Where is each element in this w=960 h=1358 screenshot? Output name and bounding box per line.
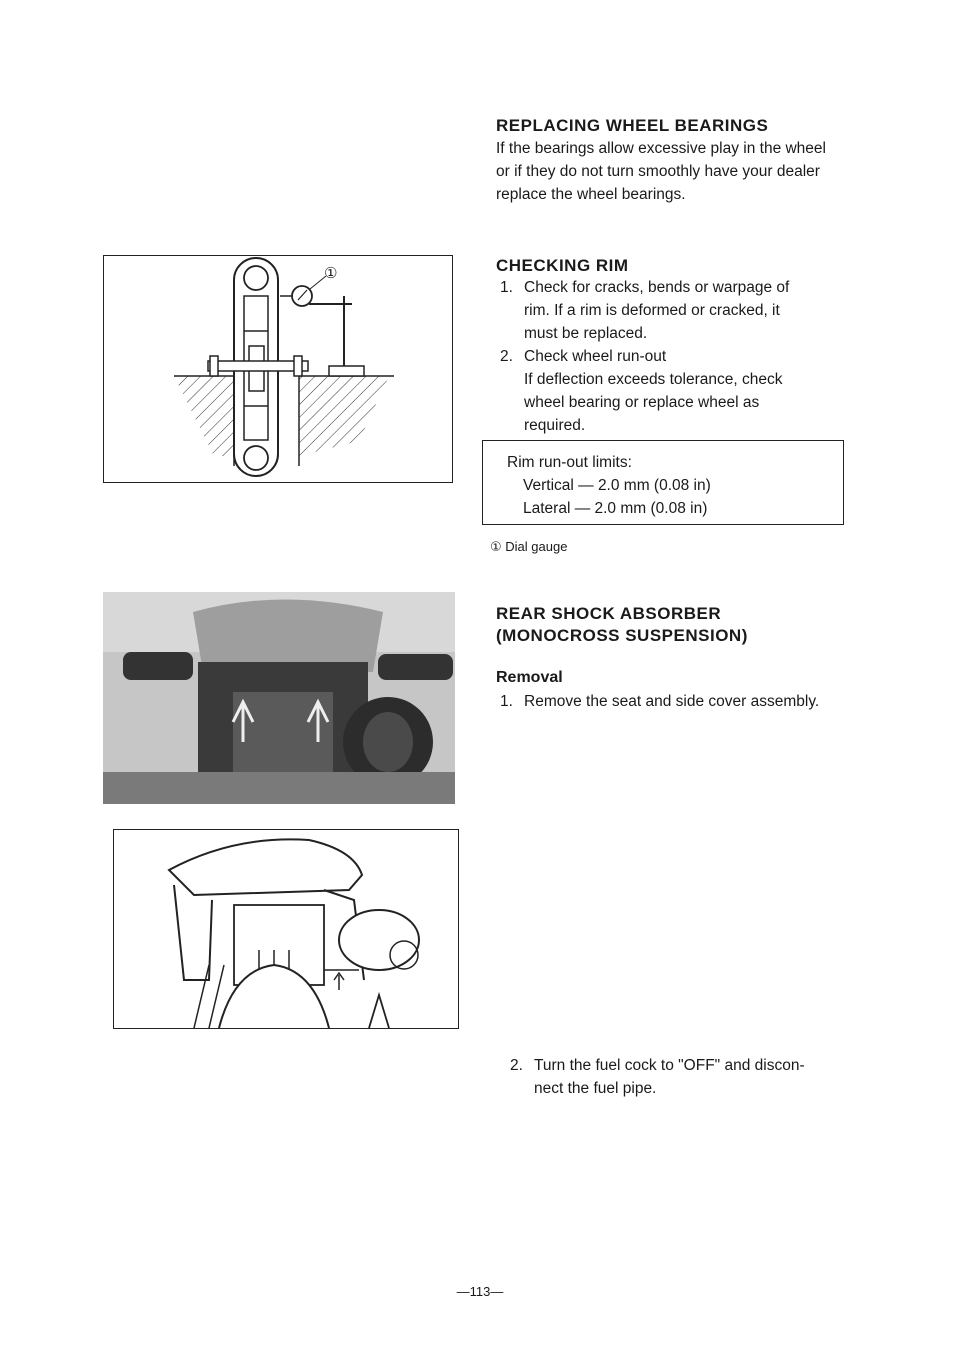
body-line: or if they do not turn smoothly have your dealer: [496, 163, 820, 180]
limits-label: Rim run-out limits:: [507, 454, 632, 471]
step-line: required.: [524, 417, 586, 434]
step-line: must be replaced.: [524, 325, 648, 342]
figure-callout: [490, 539, 567, 555]
section-title-wheel-bearings: REPLACING WHEEL BEARINGS: [496, 116, 769, 135]
step-number: 1.: [500, 693, 513, 710]
step-line: wheel bearing or replace wheel as: [524, 394, 760, 411]
step-line: Turn the fuel cock to "OFF" and discon-: [534, 1057, 805, 1074]
wheel-bearings-body: [496, 137, 826, 206]
callout-marker: ①: [490, 539, 502, 554]
rim-runout-limits-box: [482, 440, 844, 525]
step-item: [500, 276, 860, 299]
checking-rim-steps: [500, 276, 860, 437]
callout-label: Dial gauge: [505, 539, 568, 554]
limits-vertical: Vertical — 2.0 mm (0.08 in): [523, 477, 711, 494]
limits-lateral: Lateral — 2.0 mm (0.08 in): [523, 500, 708, 517]
step-number: 1.: [500, 279, 513, 296]
seat-removal-diagram: [114, 830, 458, 1028]
body-line: replace the wheel bearings.: [496, 186, 686, 203]
removal-step-1: [500, 690, 819, 713]
step-line: Remove the seat and side cover assembly.: [524, 693, 820, 710]
step-number: 2.: [500, 348, 513, 365]
title-line: REAR SHOCK ABSORBER: [496, 604, 722, 623]
step-line: rim. If a rim is deformed or cracked, it: [524, 302, 780, 319]
step-number: 2.: [510, 1057, 523, 1074]
step-item: [500, 345, 860, 368]
dial-gauge-diagram: [104, 256, 452, 482]
body-line: If the bearings allow excessive play in the wheel: [496, 140, 826, 157]
step-line: Check for cracks, bends or warpage of: [524, 279, 790, 296]
step-line: nect the fuel pipe.: [534, 1080, 657, 1097]
figure-seat-drawing: [113, 829, 459, 1029]
page-number: —113—: [456, 1284, 504, 1299]
removal-step-2: [510, 1054, 805, 1100]
figure-photo-seat: [103, 592, 455, 804]
subsection-title-removal: Removal: [496, 669, 563, 686]
step-line: Check wheel run-out: [524, 348, 667, 365]
title-line: (MONOCROSS SUSPENSION): [496, 626, 748, 645]
figure-dial-gauge: [103, 255, 453, 483]
dial-gauge-marker: ①: [324, 264, 338, 282]
section-title-rear-shock: [496, 603, 748, 647]
section-title-checking-rim: CHECKING RIM: [496, 256, 629, 275]
step-line: If deflection exceeds tolerance, check: [524, 371, 783, 388]
seat-photo: [103, 592, 455, 804]
